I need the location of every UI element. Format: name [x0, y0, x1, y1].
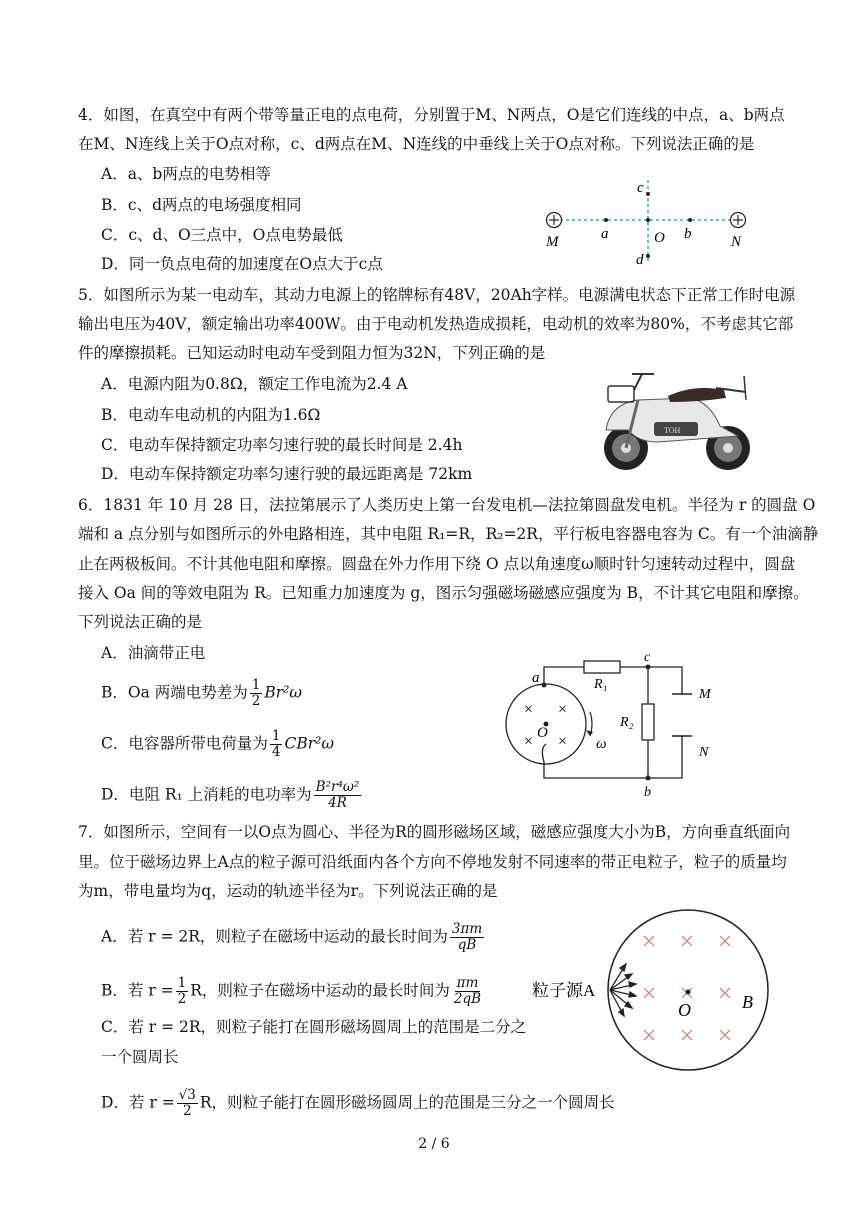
- omega-label: ω: [596, 736, 607, 752]
- q7-option-c-line2: 一个圆周长: [101, 1048, 179, 1066]
- q6-option-d-fraction: $\frac{\text{B²r⁴ω²}}{4R}$: [315, 779, 360, 811]
- q6-option-c: C．电容器所带电荷量为 $\frac{1}{4}$ CBr²ω: [101, 728, 334, 760]
- label-m: M: [546, 234, 559, 250]
- q7-option-c-line1: C．若 r = 2R，则粒子能打在圆形磁场圆周上的范围是二分之: [101, 1018, 527, 1036]
- q6-stem-line5: 下列说法正确的是: [78, 613, 203, 631]
- q6-disk-generator-circuit: [496, 648, 756, 798]
- field-crosses: [644, 936, 730, 1040]
- q5-option-d: D．电动车保持额定功率匀速行驶的最远距离是 72km: [101, 465, 473, 483]
- svg-text:×: ×: [558, 701, 568, 718]
- particle-source-label: 粒子源A: [532, 981, 596, 1000]
- q6-option-b: B．Oa 两端电势差为 $\frac{1}{2}$ Br²ω: [101, 677, 303, 709]
- node-c-label: c: [644, 650, 651, 665]
- label-c: c: [637, 180, 644, 196]
- q6-option-d: D．电阻 R₁ 上消耗的电功率为 $\frac{\text{B²r⁴ω²}}{4R}$: [101, 779, 360, 811]
- q4-option-a: A．a、b两点的电势相等: [101, 165, 271, 183]
- q5-stem-line2: 输出电压为40V，额定输出功率400W。由于电动机发热造成损耗，电动机的效率为80%，不考虑其它部: [78, 315, 794, 333]
- q6-stem-line1: 6．1831 年 10 月 28 日，法拉第展示了人类历史上第一台发电机—法拉第圆盘发电机。半径为 r 的圆盘 O: [78, 496, 816, 514]
- q4-stem-line2: 在M、N连线上关于O点对称，c、d两点在M、N连线的中垂线上关于O点对称。下列说法正确的是: [78, 135, 755, 153]
- disk-a-label: a: [532, 670, 540, 686]
- q7-option-a-fraction: $\frac{3\pi m}{qB}$: [451, 921, 483, 953]
- plate-m-label: M: [699, 687, 711, 702]
- q7-stem-line2: 里。位于磁场边界上A点的粒子源可沿纸面内各个方向不停地发射不同速率的带正电粒子，粒子的质量均: [78, 853, 787, 871]
- r1-label: R₁: [594, 677, 608, 692]
- q4-option-d: D．同一负点电荷的加速度在O点大于c点: [101, 255, 383, 273]
- q6-stem-line3: 止在两极板间。不计其他电阻和摩擦。圆盘在外力作用下绕 O 点以角速度ω顺时针匀速转动过程中，圆盘: [78, 555, 796, 573]
- q6-stem-line2: 端和 a 点分别与如图所示的外电路相连，其中电阻 R₁=R，R₂=2R，平行板电容器电容为 C。有一个油滴静: [78, 525, 819, 543]
- svg-text:×: ×: [524, 733, 534, 750]
- plate-n-label: N: [699, 745, 709, 760]
- label-o: O: [654, 230, 665, 246]
- q5-stem-line1: 5．如图所示为某一电动车，其动力电源上的铭牌标有48V，20Ah字样。电源满电状态下正常工作时电源: [78, 286, 796, 304]
- q6-option-b-fraction: $\frac{1}{2}$: [251, 677, 261, 709]
- node-b-label: b: [644, 785, 651, 798]
- r2-label: R₂: [620, 715, 634, 730]
- q5-option-a: A．电源内阻为0.8Ω，额定工作电流为2.4 A: [101, 375, 408, 393]
- q4-option-b: B．c、d两点的电场强度相同: [101, 196, 302, 214]
- svg-text:×: ×: [524, 701, 534, 718]
- q7-magnetic-field-figure: [528, 904, 778, 1076]
- q5-stem-line3: 件的摩擦损耗。已知运动时电动车受到阻力恒为32N，下列正确的是: [78, 344, 546, 362]
- q5-option-c: C．电动车保持额定功率匀速行驶的最长时间是 2.4h: [101, 436, 463, 454]
- scooter-brand-label: TOH: [664, 426, 681, 435]
- label-b: b: [684, 226, 692, 242]
- q6-option-a: A．油滴带正电: [101, 644, 206, 662]
- label-n: N: [731, 234, 742, 250]
- q6-option-c-fraction: $\frac{1}{4}$: [271, 728, 281, 760]
- label-d: d: [636, 252, 644, 268]
- q4-stem-line1: 4．如图，在真空中有两个带等量正电的点电荷，分别置于M、N两点，O是它们连线的中点，a、b两点: [78, 106, 785, 124]
- q7-option-b: B．若 r = $\frac{1}{2}$ R，则粒子在磁场中运动的最长时间为 $\frac{\pi m}{2qB}$: [101, 975, 482, 1007]
- page-number: 2 / 6: [418, 1136, 450, 1152]
- svg-text:×: ×: [558, 733, 568, 750]
- q7-stem-line1: 7．如图所示，空间有一以O点为圆心、半径为R的圆形磁场区域，磁感应强度大小为B，方向垂直纸面向: [78, 823, 791, 841]
- q4-option-c: C．c、d、O三点中，O点电势最低: [101, 226, 343, 244]
- q7-option-b-fraction: $\frac{\pi m}{2qB}$: [453, 975, 482, 1007]
- label-a: a: [601, 226, 609, 242]
- q6-stem-line4: 接入 Oa 间的等效电阻为 R。已知重力加速度为 g，图示匀强磁场磁感应强度为 B，不计其它电阻和摩擦。: [78, 584, 809, 602]
- field-b-label: B: [742, 992, 753, 1012]
- q7-stem-line3: 为m，带电量均为q，运动的轨迹半径为r。下列说法正确的是: [78, 882, 498, 900]
- q4-charge-figure: [538, 172, 758, 272]
- emission-arrows: [610, 964, 636, 1016]
- center-o-label: O: [678, 1000, 691, 1020]
- q5-option-b: B．电动车电动机的内阻为1.6Ω: [101, 406, 321, 424]
- electric-scooter-image: [598, 370, 758, 478]
- disk-center-label: O: [537, 725, 548, 741]
- q7-option-d: D．若 r = $\frac{√3}{2}$ R，则粒子能打在圆形磁场圆周上的范围是三分之一个圆周长: [101, 1087, 615, 1119]
- q7-option-a: A．若 r = 2R，则粒子在磁场中运动的最长时间为 $\frac{3\pi m}{qB}$: [101, 921, 483, 953]
